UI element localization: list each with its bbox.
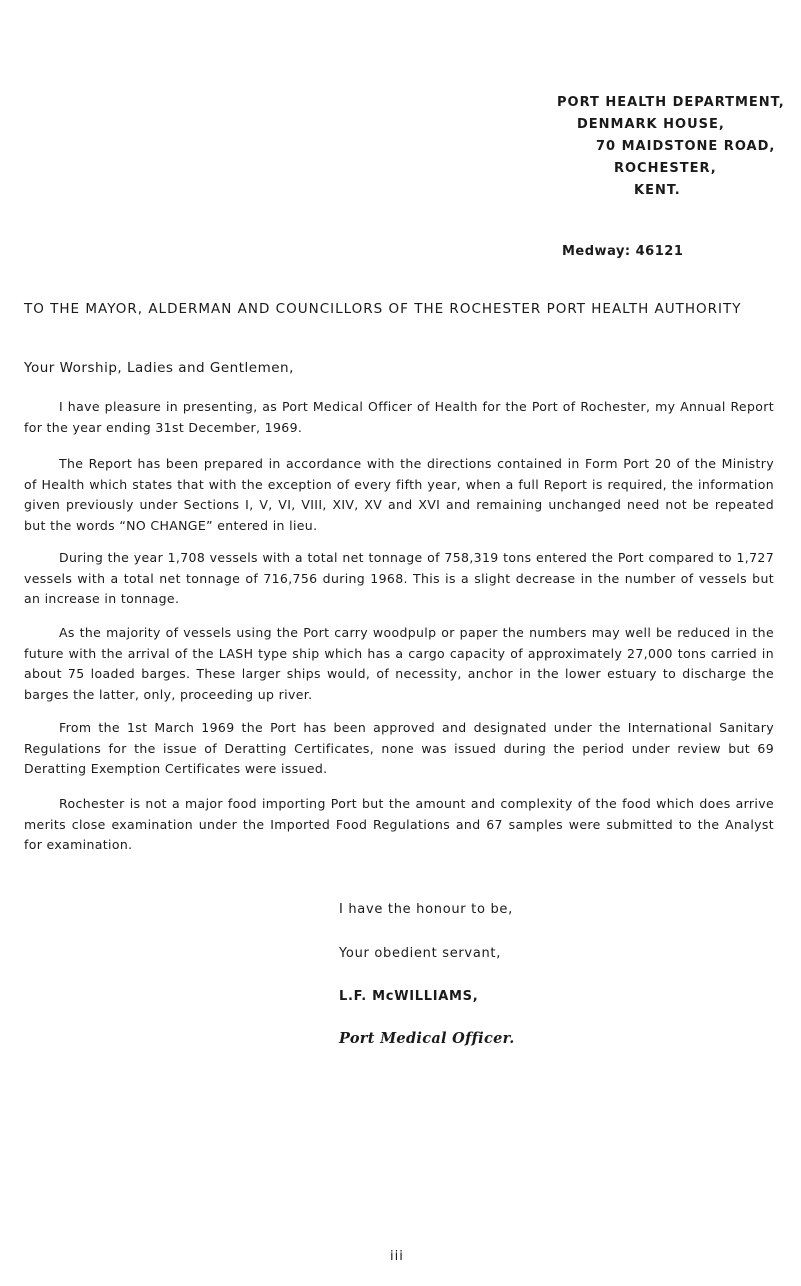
closing-honour: I have the honour to be, (339, 902, 513, 917)
paragraph-2 (24, 454, 774, 536)
paragraph-text: The Report has been prepared in accordance with the directions contained in Form Port 20 of the Ministry of Health which states that with the exception of every fifth year, when a full Report is required, the information given previously under Sections I, V, VI, VIII, XIV, XV and XVI and remaining unchanged need not be repeated but the words “NO CHANGE” entered in lieu. (24, 456, 774, 533)
paragraph-text: From the 1st March 1969 the Port has been approved and designated under the International Sanitary Regulations for the issue of Deratting Certificates, none was issued during the period under review but 69 Deratting Exemption Certificates were issued. (24, 720, 774, 776)
signatory-name: L.F. McWILLIAMS, (339, 989, 479, 1004)
address-line-1: PORT HEALTH DEPARTMENT, (557, 95, 785, 110)
addressee-heading: TO THE MAYOR, ALDERMAN AND COUNCILLORS OF THE ROCHESTER PORT HEALTH AUTHORITY (24, 301, 742, 317)
paragraph-text: Rochester is not a major food importing Port but the amount and complexity of the food which does arrive merits close examination under the Imported Food Regulations and 67 samples were submitted to the Analyst for examination. (24, 796, 774, 852)
paragraph-4 (24, 623, 774, 705)
closing-servant: Your obedient servant, (339, 946, 502, 961)
address-line-5: KENT. (634, 183, 681, 198)
signatory-title: Port Medical Officer. (339, 1030, 515, 1047)
paragraph-6 (24, 794, 774, 856)
address-line-3: 70 MAIDSTONE ROAD, (596, 139, 776, 154)
address-line-4: ROCHESTER, (614, 161, 717, 176)
paragraph-3 (24, 548, 774, 610)
paragraph-1 (24, 397, 774, 438)
paragraph-text: I have pleasure in presenting, as Port Medical Officer of Health for the Port of Rochester, my Annual Report for the year ending 31st December, 1969. (24, 399, 774, 435)
telephone-number: Medway: 46121 (562, 244, 684, 259)
paragraph-text: As the majority of vessels using the Port carry woodpulp or paper the numbers may well be reduced in the future with the arrival of the LASH type ship which has a cargo capacity of approximately 27,000 tons carried in about 75 loaded barges. These larger ships would, of necessity, anchor in the lower estuary to discharge the barges the latter, only, proceeding up river. (24, 625, 774, 702)
page-number: iii (390, 1249, 404, 1264)
paragraph-text: During the year 1,708 vessels with a total net tonnage of 758,319 tons entered the Port compared to 1,727 vessels with a total net tonnage of 716,756 during 1968. This is a slight decrease in the number of vessels but an increase in tonnage. (24, 550, 774, 606)
address-line-2: DENMARK HOUSE, (577, 117, 725, 132)
greeting: Your Worship, Ladies and Gentlemen, (24, 360, 294, 376)
paragraph-5 (24, 718, 774, 780)
